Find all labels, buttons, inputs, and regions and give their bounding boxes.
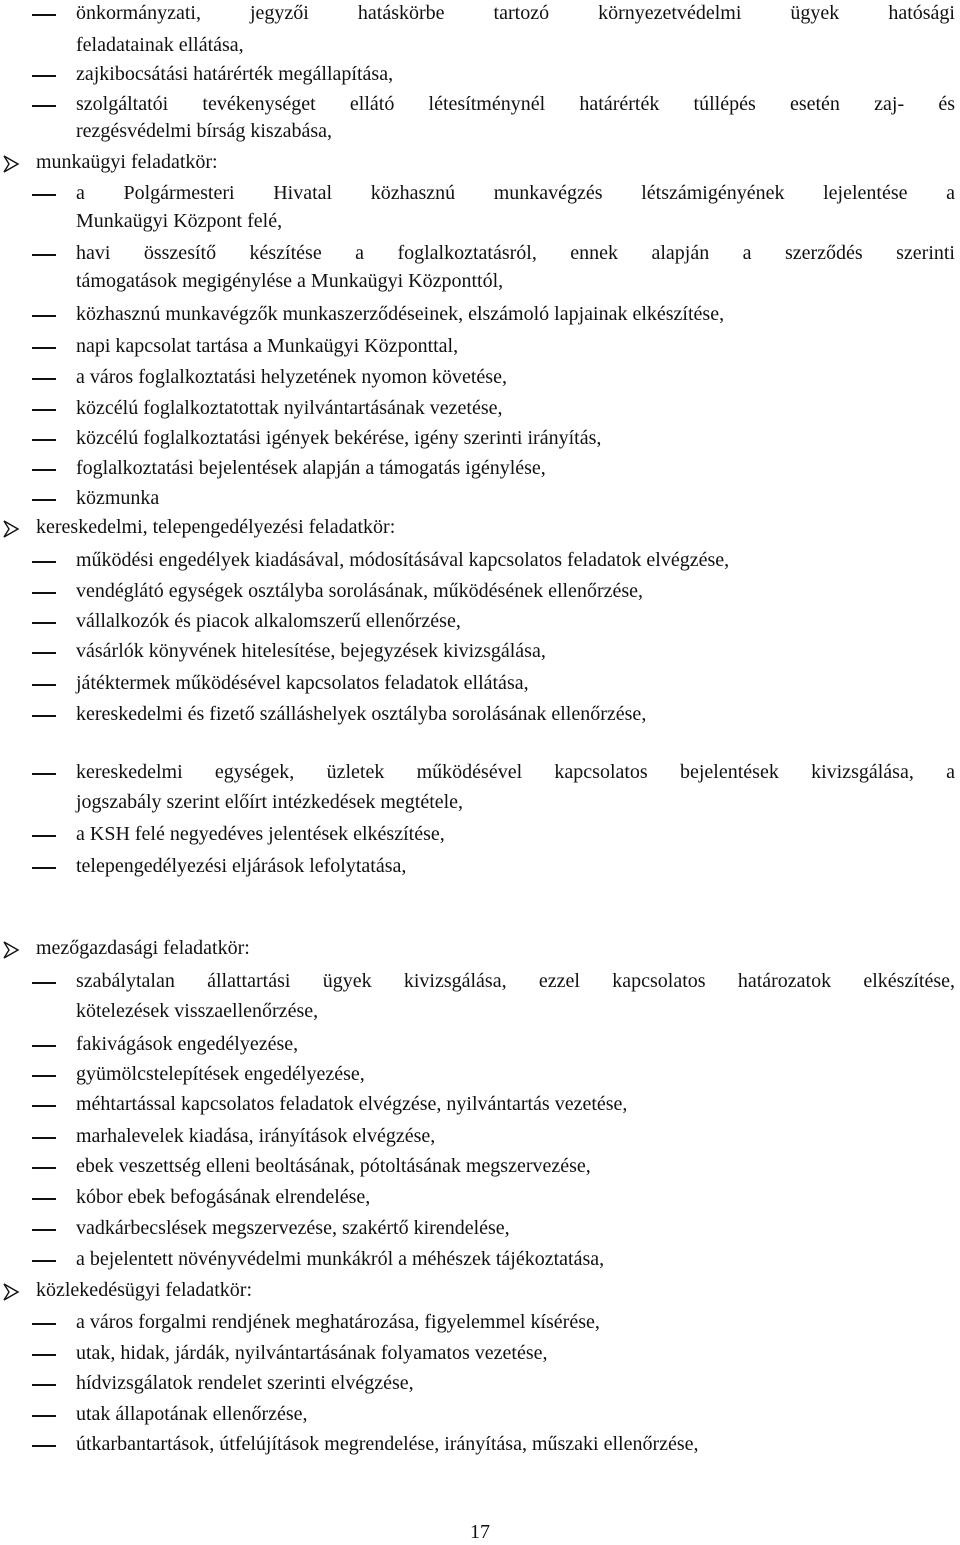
dash-bullet-icon	[32, 1323, 56, 1325]
list-item: foglalkoztatási bejelentések alapján a támogatás igénylése,	[76, 457, 546, 479]
dash-bullet-icon	[32, 439, 56, 441]
list-item-continuation: feladatainak ellátása,	[76, 34, 244, 56]
dash-bullet-icon	[32, 1105, 56, 1107]
list-item: a bejelentett növényvédelmi munkákról a méhészek tájékoztatása,	[76, 1248, 605, 1270]
dash-bullet-icon	[32, 1229, 56, 1231]
list-item: közhasznú munkavégzők munkaszerződéseinek, elszámoló lapjainak elkészítése,	[76, 303, 725, 325]
arrowhead-bullet-icon	[2, 520, 20, 538]
section-heading: közlekedésügyi feladatkör:	[36, 1279, 253, 1301]
list-item: szolgáltatói tevékenységet ellátó létesítménynél határérték túllépés esetén zaj- és	[76, 93, 955, 115]
section-heading: kereskedelmi, telepengedélyezési feladatkör:	[36, 516, 396, 538]
list-item: kereskedelmi egységek, üzletek működésével kapcsolatos bejelentések kivizsgálása, a	[76, 761, 955, 783]
list-item-continuation: rezgésvédelmi bírság kiszabása,	[76, 120, 333, 142]
dash-bullet-icon	[32, 1384, 56, 1386]
dash-bullet-icon	[32, 254, 56, 256]
list-item: a Polgármesteri Hivatal közhasznú munkavégzés létszámigényének lejelentése a	[76, 182, 955, 204]
dash-bullet-icon	[32, 499, 56, 501]
list-item: kereskedelmi és fizető szálláshelyek osztályba sorolásának ellenőrzése,	[76, 703, 647, 725]
list-item: telepengedélyezési eljárások lefolytatása,	[76, 855, 407, 877]
dash-bullet-icon	[32, 409, 56, 411]
dash-bullet-icon	[32, 105, 56, 107]
dash-bullet-icon	[32, 1075, 56, 1077]
list-item: közcélú foglalkoztatottak nyilvántartásának vezetése,	[76, 397, 503, 419]
dash-bullet-icon	[32, 1354, 56, 1356]
dash-bullet-icon	[32, 75, 56, 77]
list-item: a város foglalkoztatási helyzetének nyomon követése,	[76, 366, 507, 388]
dash-bullet-icon	[32, 982, 56, 984]
dash-bullet-icon	[32, 1167, 56, 1169]
list-item: játéktermek működésével kapcsolatos feladatok ellátása,	[76, 672, 529, 694]
list-item: közmunka	[76, 487, 160, 509]
dash-bullet-icon	[32, 194, 56, 196]
arrowhead-bullet-icon	[2, 155, 20, 173]
list-item-continuation: Munkaügyi Központ felé,	[76, 210, 283, 232]
list-item-continuation: kötelezések visszaellenőrzése,	[76, 1000, 319, 1022]
list-item: a KSH felé negyedéves jelentések elkészítése,	[76, 823, 445, 845]
page-number: 17	[470, 1521, 490, 1543]
list-item: közcélú foglalkoztatási igények bekérése, igény szerinti irányítás,	[76, 427, 602, 449]
dash-bullet-icon	[32, 1198, 56, 1200]
dash-bullet-icon	[32, 14, 56, 16]
dash-bullet-icon	[32, 1137, 56, 1139]
list-item: útkarbantartások, útfelújítások megrendelése, irányítása, műszaki ellenőrzése,	[76, 1433, 699, 1455]
dash-bullet-icon	[32, 835, 56, 837]
section-heading: mezőgazdasági feladatkör:	[36, 937, 250, 959]
list-item: vadkárbecslések megszervezése, szakértő kirendelése,	[76, 1217, 510, 1239]
list-item: napi kapcsolat tartása a Munkaügyi Központtal,	[76, 335, 459, 357]
arrowhead-bullet-icon	[2, 941, 20, 959]
dash-bullet-icon	[32, 561, 56, 563]
dash-bullet-icon	[32, 652, 56, 654]
list-item: kóbor ebek befogásának elrendelése,	[76, 1186, 371, 1208]
list-item: önkormányzati, jegyzői hatáskörbe tartozó környezetvédelmi ügyek hatósági	[76, 2, 955, 24]
list-item: gyümölcstelepítések engedélyezése,	[76, 1063, 365, 1085]
list-item: vendéglátó egységek osztályba sorolásának, működésének ellenőrzése,	[76, 580, 644, 602]
dash-bullet-icon	[32, 773, 56, 775]
list-item: marhalevelek kiadása, irányítások elvégzése,	[76, 1125, 436, 1147]
list-item: fakivágások engedélyezése,	[76, 1033, 299, 1055]
list-item: vállalkozók és piacok alkalomszerű ellenőrzése,	[76, 610, 461, 632]
list-item-continuation: jogszabály szerint előírt intézkedések megtétele,	[76, 791, 464, 813]
section-heading: munkaügyi feladatkör:	[36, 151, 218, 173]
list-item-continuation: támogatások megigénylése a Munkaügyi Központtól,	[76, 270, 504, 292]
dash-bullet-icon	[32, 469, 56, 471]
list-item: működési engedélyek kiadásával, módosításával kapcsolatos feladatok elvégzése,	[76, 549, 730, 571]
list-item: utak, hidak, járdák, nyilvántartásának folyamatos vezetése,	[76, 1342, 548, 1364]
dash-bullet-icon	[32, 715, 56, 717]
list-item: ebek veszettség elleni beoltásának, pótoltásának megszervezése,	[76, 1155, 591, 1177]
dash-bullet-icon	[32, 622, 56, 624]
dash-bullet-icon	[32, 1045, 56, 1047]
list-item: vásárlók könyvének hitelesítése, bejegyzések kivizsgálása,	[76, 640, 546, 662]
list-item: méhtartással kapcsolatos feladatok elvégzése, nyilvántartás vezetése,	[76, 1093, 628, 1115]
dash-bullet-icon	[32, 867, 56, 869]
dash-bullet-icon	[32, 684, 56, 686]
list-item: havi összesítő készítése a foglalkoztatásról, ennek alapján a szerződés szerinti	[76, 242, 955, 264]
list-item: szabálytalan állattartási ügyek kivizsgálása, ezzel kapcsolatos határozatok elkészítése,	[76, 970, 955, 992]
dash-bullet-icon	[32, 592, 56, 594]
list-item: a város forgalmi rendjének meghatározása, figyelemmel kísérése,	[76, 1311, 600, 1333]
dash-bullet-icon	[32, 315, 56, 317]
dash-bullet-icon	[32, 1415, 56, 1417]
dash-bullet-icon	[32, 378, 56, 380]
arrowhead-bullet-icon	[2, 1283, 20, 1301]
dash-bullet-icon	[32, 1260, 56, 1262]
list-item: utak állapotának ellenőrzése,	[76, 1403, 308, 1425]
list-item: hídvizsgálatok rendelet szerinti elvégzése,	[76, 1372, 414, 1394]
dash-bullet-icon	[32, 1445, 56, 1447]
dash-bullet-icon	[32, 347, 56, 349]
list-item: zajkibocsátási határérték megállapítása,	[76, 63, 394, 85]
